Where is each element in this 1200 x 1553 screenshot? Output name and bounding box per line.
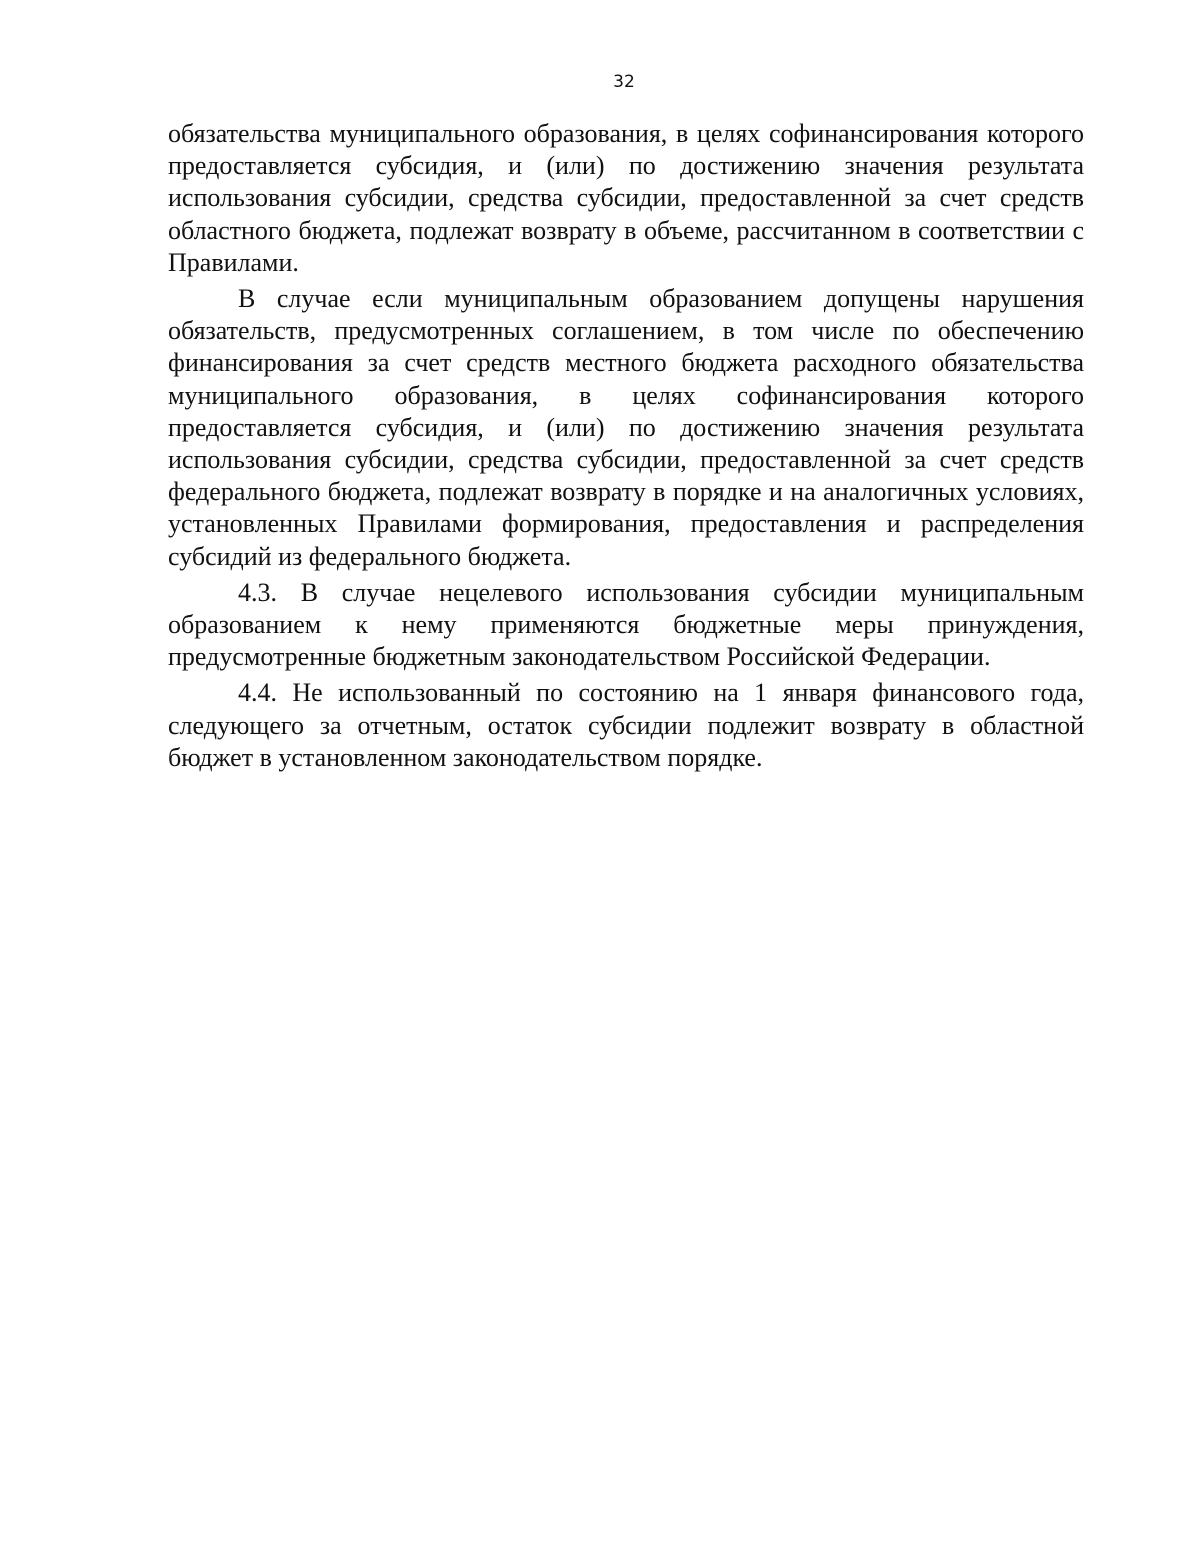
- paragraph-federal-budget-violations: В случае если муниципальным образованием допущены нарушения обязательств, предусмотренных соглашением, в том числе по обеспечению финансирования за счет средств местного бюджета расходного обязательства муниципального образования, в целях софинансирования которого предоставляется субсидия, и (или) по достижению значения результата использования субсидии, средства субсидии, предоставленной за счет средств федерального бюджета, подлежат возврату в порядке и на аналогичных условиях, установленных Правилами формирования, предоставления и распределения субсидий из федерального бюджета.: [168, 284, 1084, 571]
- document-body: [168, 118, 1084, 778]
- paragraph-continuation: обязательства муниципального образования, в целях софинансирования которого предоставляется субсидия, и (или) по достижению значения результата использования субсидии, средства субсидии, предоставленной за счет средств областного бюджета, подлежат возврату в объеме, рассчитанном в соответствии с Правилами.: [168, 119, 1084, 277]
- paragraph-4-4: 4.4. Не использованный по состоянию на 1 января финансового года, следующего за отчетным, остаток субсидии подлежит возврату в областной бюджет в установленном законодательством порядке.: [168, 678, 1084, 772]
- page-number: 32: [613, 72, 635, 92]
- paragraph-4-3: 4.3. В случае нецелевого использования субсидии муниципальным образованием к нему применяются бюджетные меры принуждения, предусмотренные бюджетным законодательством Российской Федерации.: [168, 577, 1084, 672]
